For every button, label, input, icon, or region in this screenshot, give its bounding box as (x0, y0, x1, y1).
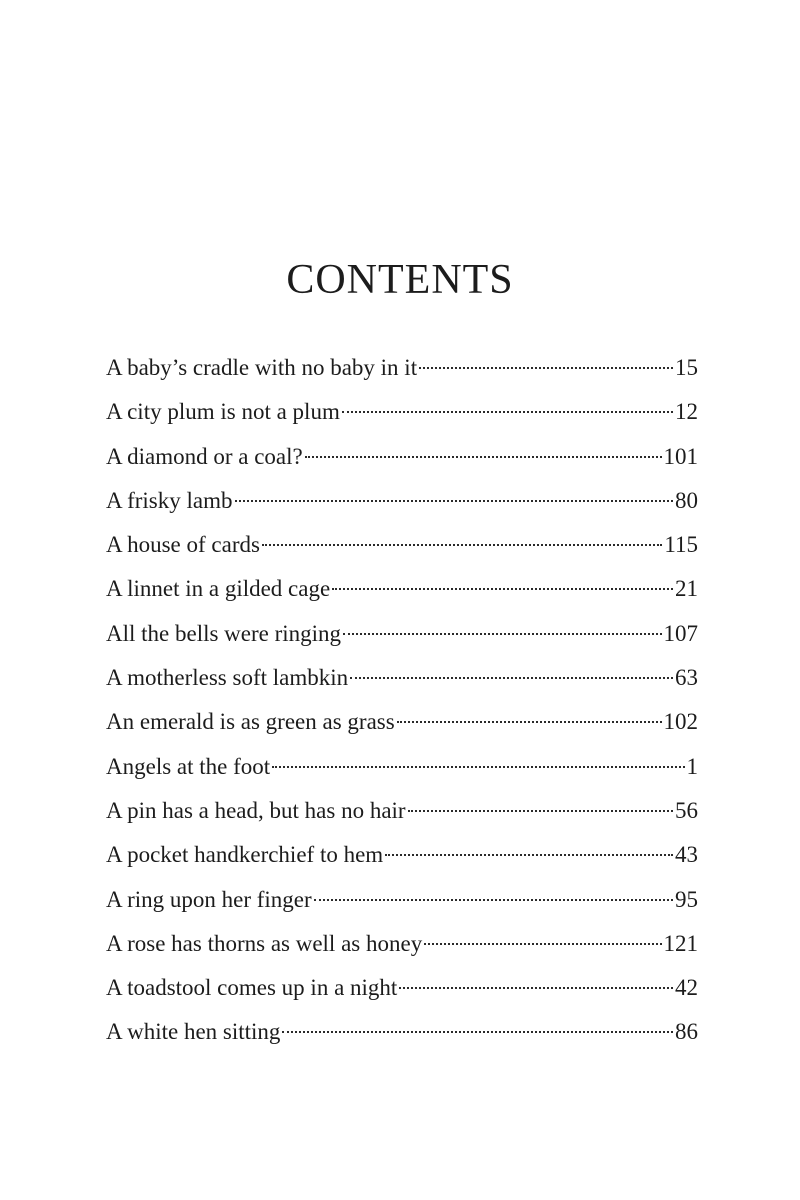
entry-title: A ring upon her finger (106, 886, 312, 912)
contents-entry (106, 479, 698, 523)
dot-leader (332, 588, 673, 590)
entry-page-number: 12 (675, 399, 698, 425)
dot-leader (314, 899, 673, 901)
entry-page-number: 1 (686, 753, 698, 779)
entry-page-number: 115 (664, 532, 698, 558)
entry-title: A linnet in a gilded cage (106, 576, 331, 602)
dot-leader (397, 721, 662, 723)
dot-leader (343, 633, 661, 635)
dot-leader (350, 677, 673, 679)
entry-page-number: 63 (675, 665, 698, 691)
entry-title: A house of cards (106, 532, 260, 558)
entry-title: A frisky lamb (106, 487, 233, 513)
contents-entry (106, 656, 698, 700)
entry-title: A rose has thorns as well as honey (106, 930, 423, 956)
entry-page-number: 121 (663, 930, 698, 956)
contents-entry (106, 612, 698, 656)
dot-leader (424, 943, 661, 945)
contents-entry (106, 833, 698, 877)
entry-title: All the bells were ringing (106, 620, 342, 646)
contents-entry (106, 789, 698, 833)
entry-page-number: 95 (675, 886, 698, 912)
contents-entry (106, 523, 698, 567)
dot-leader (262, 544, 662, 546)
entry-page-number: 56 (675, 797, 698, 823)
entry-page-number: 86 (675, 1019, 698, 1045)
contents-entry (106, 435, 698, 479)
contents-entry (106, 1010, 698, 1054)
entry-page-number: 101 (663, 443, 698, 469)
contents-entry (106, 346, 698, 390)
entry-page-number: 107 (663, 620, 698, 646)
entry-title: A diamond or a coal? (106, 443, 303, 469)
entry-title: An emerald is as green as grass (106, 709, 395, 735)
entry-title: A toadstool comes up in a night (106, 975, 398, 1001)
entry-title: A white hen sitting (106, 1019, 281, 1045)
contents-entry (106, 966, 698, 1010)
entry-page-number: 42 (675, 975, 698, 1001)
contents-entry (106, 567, 698, 611)
dot-leader (272, 766, 684, 768)
entry-page-number: 102 (663, 709, 698, 735)
entry-title: A motherless soft lambkin (106, 665, 349, 691)
dot-leader (305, 456, 662, 458)
entry-title: Angels at the foot (106, 753, 271, 779)
entry-page-number: 15 (675, 355, 698, 380)
entry-page-number: 21 (675, 576, 698, 602)
dot-leader (408, 810, 673, 812)
entry-page-number: 80 (675, 487, 698, 513)
contents-list (106, 346, 698, 1055)
dot-leader (282, 1031, 673, 1033)
contents-entry (106, 700, 698, 744)
entry-title: A baby’s cradle with no baby in it (106, 355, 418, 380)
contents-entry (106, 922, 698, 966)
contents-entry (106, 878, 698, 922)
dot-leader (399, 987, 673, 989)
dot-leader (385, 854, 673, 856)
dot-leader (342, 411, 673, 413)
contents-entry (106, 390, 698, 434)
entry-title: A pocket handkerchief to hem (106, 842, 384, 868)
dot-leader (419, 367, 673, 369)
contents-entry (106, 745, 698, 789)
page-title: CONTENTS (286, 257, 514, 303)
dot-leader (235, 500, 674, 502)
entry-title: A pin has a head, but has no hair (106, 797, 406, 823)
entry-title: A city plum is not a plum (106, 399, 340, 425)
entry-page-number: 43 (675, 842, 698, 868)
